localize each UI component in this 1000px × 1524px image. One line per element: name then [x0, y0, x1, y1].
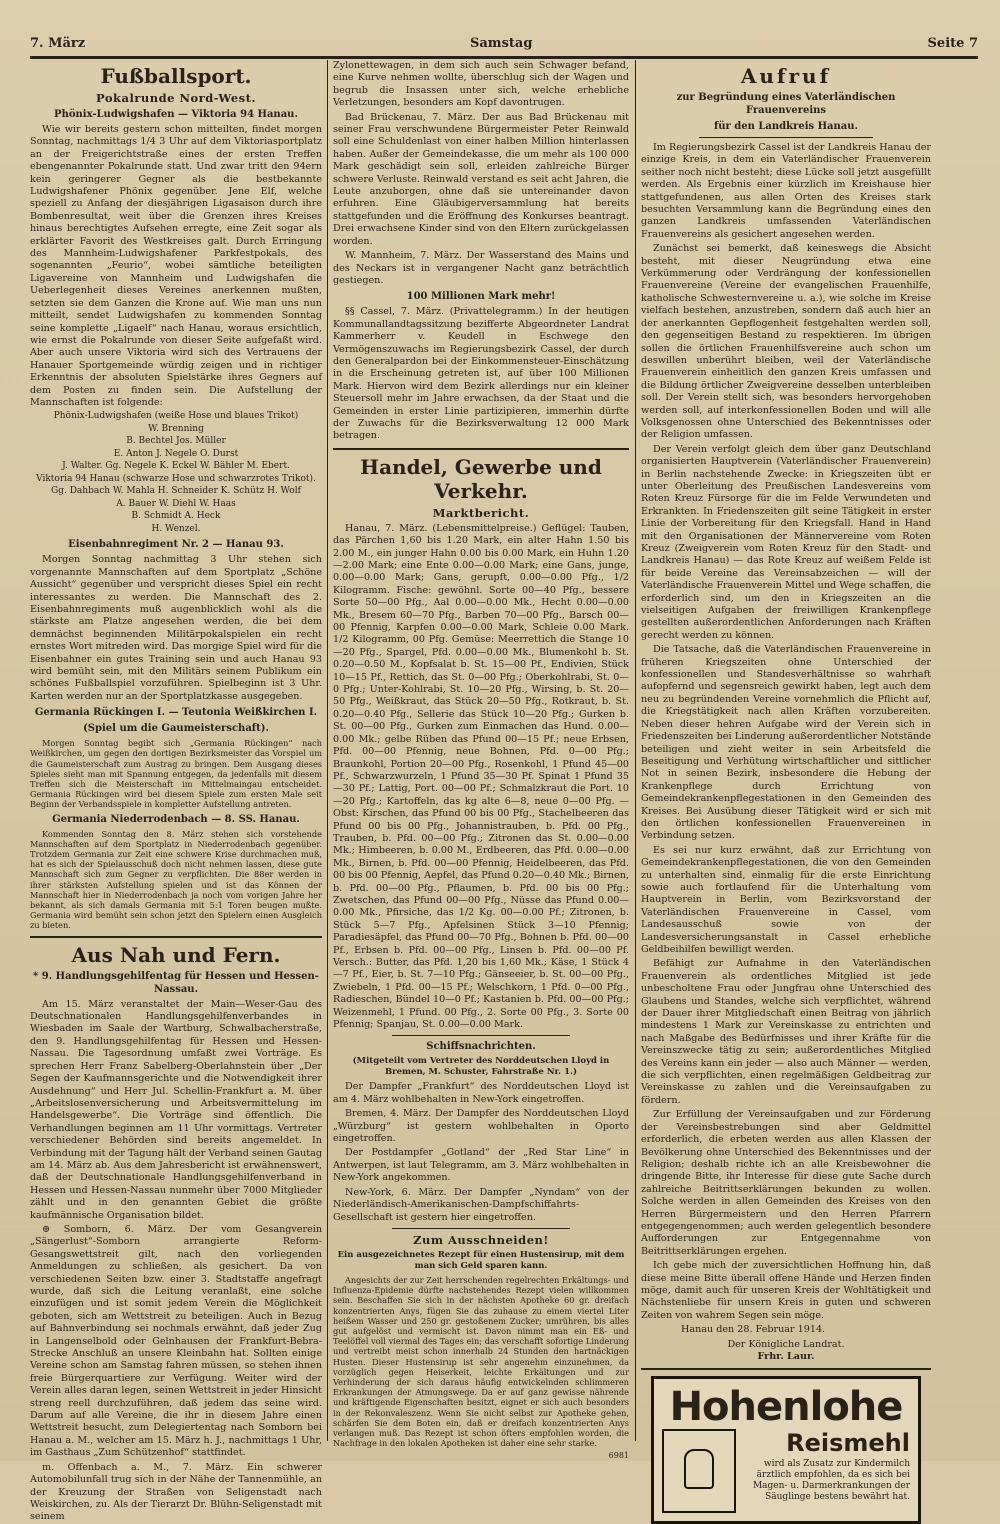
lineup-line: E. Anton J. Negele O. Durst	[113, 448, 239, 459]
article-subtitle: (Spiel um die Gaumeisterschaft).	[83, 723, 269, 735]
article-paragraph: Zunächst sei bemerkt, daß keineswegs die Absicht besteht, mit dieser Neugründung etwa eine Verkümmerung oder Verdrängung der konfessionellen Frauenvereine (Vereine der evangelischen Frauenhilfe, katholische Schwesternvereine u. a.), wie solche im Kreise vielfach bestehen, anzustreben, sondern daß auch hier an der anerkannten Gepflogenheit festgehalten werden soll, den gegenseitigen Bestand zu respektieren. Im übrigen sollen die örtlichen Frauenhilfsvereine auch schon um deswillen unberührt bleiben, weil der Vaterländische Frauenverein einheitlich den ganzen Kreis umfassen und die Bildung örtlicher Zweigvereine desselben unterbleiben soll. Der Verein stellt sich, was besonders hervorgehoben werden soll, auf interkonfessionellen Boden und will alle Volksgenossen ohne Unterschied des Bekenntnisses oder der Religion umfassen.	[641, 243, 931, 441]
article-paragraph: Bad Brückenau, 7. März. Der aus Bad Brückenau mit seiner Frau verschwundene Bürgermeister Peter Reinwald soll eine Schuldenlast von einer halben Million hinterlassen haben. Außer der Gemeindekasse, die um mehr als 100 000 Mark geschädigt sein soll, erleiden zahlreiche Bürger schwere Verluste. Reinwald verstand es seit acht Jahren, die Leute anzuborgen, ohne daß sie untereinander davon erfuhren. Eine Gläubigerversammlung hat bereits stattgefunden und die Eröffnung des Konkurses beantragt. Drei erwachsene Kinder sind von den Eltern zurückgelassen worden.	[333, 111, 629, 247]
article-paragraph: Der Postdampfer „Gotland“ der „Red Star Line“ in Antwerpen, ist laut Telegramm, am 3. März wohlbehalten in New-York angekommen.	[333, 1147, 629, 1184]
article-title: Zum Ausschneiden!	[413, 1232, 549, 1247]
article-title: Eisenbahnregiment Nr. 2 — Hanau 93.	[68, 539, 284, 551]
lineup-line: J. Walter. Gg. Negele K. Eckel W. Bähler M. Ebert.	[62, 461, 290, 472]
column-rule	[635, 60, 636, 1441]
section-title-sport: Fußballsport.	[100, 64, 252, 88]
ad-brand: Hohenlohe	[669, 1384, 903, 1431]
article-paragraph: Hanau, 7. März. (Lebensmittelpreise.) Geflügel: Tauben, das Pärchen 1,60 bis 1.20 Mark, ein alter Hahn 1.50 bis 2.00 M., ein junger Hahn 0.00 bis 0.00 Mark, ein Huhn 1.20—2.00 Mark; eine Ente 0.00—0.00 Mark; eine Gans, junge, 0.00—0.00 Mark; Gans, gerupft, 0.00—0.00 Pfg., 1/2 Kilogramm. Fische: gewöhnl. Sorte 00—40 Pfg., bessere Sorte 50—00 Pfg., Aal 0.00—0.00 Mk., Hecht 0.00—0.00 Mk., Bresem 60—70 Pfg., Barben 70—00 Pfg., Barsch 00—00 Pfennig, Karpfen 0.00—0.00 Mark, Schleie 0.00 Mark. 1/2 Kilogramm, 00 Pfg. Gemüse: Meerrettich die Stange 10—20 Pfg., Spargel, Pfd. 0.00—0.00 Mk., Blumenkohl b. St. 0.20—0.50 M., Kopfsalat b. St. 15—00 Pf., Endivien, Stück 10—15 Pf., Rettich, das St. 0—00 Pfg.; Oberkohlrabi, St. 0—0 Pfg.; Unter-Kohlrabi, St. 10—20 Pfg., Wirsing, b. St. 20—50 Pfg., Weißkraut, das Stück 20—50 Pfg., Rotkraut, b. St. 0.20—0.40 Pfg., Sellerie das Stück 10—20 Pfg.; Gurken b. St. 00—00 Pfg., Gurken zum Einmachen das Hund. 0.00—0.00 Mk.; gelbe Rüben das Pfund 00—15 Pf.; neue Erbsen, Pfd. 00—00 Pfennig, neue Bohnen, Pfd. 0—00 Pfg.; Braunkohl, Portion 20—00 Pfg., Rosenkohl, 1 Pfund 45—00 Pf., Schwarzwurzeln, 1 Pfund 35—30 Pf. Spinat 1 Pfund 35—30 Pf.; Lattig, Port. 00—00 Pf.; Schmalzkraut die Port. 10—20 Pfg.; Kartoffeln, das kg alte 6—8, neue 0—00 Pfg. — Obst: Kirschen, das Pfund 00 bis 00 Pfg., Stachelbeeren das Pfund 00 bis 00 Pfg., Johannistrauben, b. Pfd. 00 Pfg., Trauben, b. Pfd. 00—00 Pfg.; Zitronen das St. 0.00—0.00 Mk.; Himbeeren, b. 0.00 M., Erdbeeren, das Pfd. 0.00—0.00 Mk., Birnen, b. Pfd. 00—00 Pfennig, Heidelbeeren, das Pfd. 00 bis 00 Pfennig, Aepfel, das Pfund 0.20—0.40 Mk.; Birnen, b. Pfd. 00—00 Pfg., Pflaumen, b. Pfd. 00 bis 00 Pfg.; Zwetschen, das Pfund 00—00 Pfg., Nüsse das Pfund 0.00—0.00 Mk., Pfirsiche, das 1/2 Kg. 00—0.00 Pf.; Zitronen, b. Stück 5—7 Pfg., Apfelsinen Stück 3—10 Pfennig; Paradiesäpfel, das Pfund 00—70 Pfg., Bohnen b. Pfd. 00—00 Pf., Erbsen b. Pfd. 00—00 Pfg., Linsen b. Pfd. 00—00 Pf. Versch.: Butter, das Pfd. 1,20 bis 1,60 Mk.; Käse, 1 Stück 4—7 Pf., Eier, b. St. 7—10 Pfg.; Gänseeier, b. St. 00—00 Pfg., Zwiebeln, 1 Pfd. 00—15 Pf.; Welschkorn, 1 Pfd. 0—00 Pfg., Radieschen, Bündel 10—0 Pf.; Kastanien b. Pfd. 00—00 Pfg.; Weizenmehl, 1 Pfund. 00 Pfg., 2. Sorte 00 Pfg., 3. Sorte 00 Pfennig; Spanjau, St. 0.00—0.00 Mark.	[333, 522, 629, 1031]
article-paragraph: Ich gebe mich der zuversichtlichen Hoffnung hin, daß diese meine Bitte überall offene Hände und Herzen finden möge, damit auch für unseren Kreis der Wohltätigkeit und Nächstenliebe für unsern Kreis in guten und schweren Zeiten von wahrem Segen sein möge.	[641, 1260, 931, 1321]
divider	[699, 137, 873, 138]
signature-name: Frhr. Laur.	[757, 1351, 815, 1362]
reference-number: 6981	[608, 1451, 629, 1461]
article-paragraph: §§ Cassel, 7. März. (Privattelegramm.) In der heutigen Kommunallandtagssitzung bezifferte Abgeordneter Landrat Kammerherr v. Keudell in Eschwege den Vermögenszuwachs im Regierungsbezirk Cassel, der durch den Generalpardon bei der Einkommensteuer-Einschätzung in die Erscheinung getreten ist, auf über 100 Millionen Mark. Hiervon wird dem Bezirk allerdings nur ein kleiner Steuersoll mehr im Jahre erwachsen, da der Staat und die Gemeinden in erster Linie partizipieren, immerhin dürfte der Zuwachs für die Bezirksverwaltung 12 000 Mark betragen.	[333, 306, 629, 442]
article-title: Germania Niederrodenbach — 8. SS. Hanau.	[52, 813, 300, 825]
lineup-line: H. Wenzel.	[151, 523, 201, 534]
article-title: 100 Millionen Mark mehr!	[406, 291, 556, 303]
article-paragraph: Morgen Sonntag begibt sich „Germania Rückingen“ nach Weißkirchen, um gegen den dortigen Bezirksmeister das Vorspiel um die Gaumeisterschaft zum Austrag zu bringen. Dem Ausgang dieses Spieles sieht man mit Spannung entgegen, da jedenfalls mit diesem Treffen sich die Meisterschaft im Mittelmaingau entscheidet. Germania Rückingen wird bei diesem Spiele zum ersten Male seit Beginn der Verbandsspiele in kompletter Aufstellung antreten.	[30, 738, 322, 810]
article-paragraph: New-York, 6. März. Der Dampfer „Nyndam“ von der Niederländisch-Amerikanischen-Dampfschiffahrts-Gesellschaft ist gestern hier eingetroffen.	[333, 1186, 629, 1223]
page-header	[30, 30, 978, 59]
divider	[392, 1035, 570, 1036]
article-subtitle: für den Landkreis Hanau.	[713, 121, 859, 132]
article-paragraph: Kommenden Sonntag den 8. März stehen sich vorstehende Mannschaften auf dem Sportplatz in Niederrodenbach gegenüber. Trotzdem Germania zur Zeit eine schwere Krise durchmachen muß, hat es sich der Spielausschuß doch nicht nehmen lassen, diese gute Mannschaft sich zum Gegner zu verpflichten. Die 88er werden in ihrer stärksten Aufstellung spielen und ist das Können der Mannschaft hier in Niederrodenbach ja noch vom vorigen Jahre her bekannt, als sich damals Germania mit 5:1 Toren beugen mußte. Germania wird bemüht sein schon jetzt den Spielern einen Ausgleich zu bieten.	[30, 828, 322, 931]
column-left	[30, 60, 322, 1523]
column-rule	[327, 60, 328, 1441]
subheading-pokalrunde: Pokalrunde Nord-West.	[96, 91, 256, 105]
article-paragraph: Befähigt zur Aufnahme in den Vaterländischen Frauenverein als ordentliches Mitglied ist jede unbescholtene Frau oder Jungfrau ohne Unterschied des Glaubens und Standes, welche sich verpflichtet, während der Dauer ihrer Mitgliedschaft einen Beitrag von jährlich mindestens 1 Mark zur Vereinskasse zu entrichten und nach Maßgabe des Bedürfnisses und ihrer Kräfte für die Vereinszwecke tätig zu sein; außerordentliches Mitglied des Vereins kann ein jeder — also auch Männer — werden, die sich verpflichten, einen regelmäßigen Geldbeitrag zur Vereinskasse zu zahlen und die Vereinsaufgaben zu fördern.	[641, 958, 931, 1106]
article-paragraph: Der Dampfer „Frankfurt“ des Norddeutschen Lloyd ist am 4. März wohlbehalten in New-York eingetroffen.	[333, 1081, 629, 1105]
header-day: Samstag	[470, 36, 533, 51]
signature-date: Hanau den 28. Februar 1914.	[681, 1324, 826, 1336]
article-paragraph: Bremen, 4. März. Der Dampfer des Norddeutschen Lloyd „Würzburg“ ist gestern wohlbehalten in Oporto eingetroffen.	[333, 1108, 629, 1145]
divider	[333, 448, 629, 450]
baby-bottle-icon	[662, 1429, 736, 1513]
article-paragraph: W. Mannheim, 7. März. Der Wasserstand des Mains und des Neckars ist in vergangener Nacht ganz beträchtlich gestiegen.	[333, 250, 629, 286]
lineup-line: Gg. Dahbach W. Mahla H. Schneider K. Schütz H. Wolf	[51, 486, 301, 497]
divider	[392, 1228, 570, 1229]
lineup-line: B. Bechtel Jos. Müller	[126, 436, 226, 447]
section-title-aufruf: Aufruf	[740, 64, 832, 88]
lineup-heading: Phönix-Ludwigshafen (weiße Hose und blaues Trikot)	[53, 411, 299, 422]
ad-description: wird als Zusatz zur Kindermilch ärztlich empfohlen, da es sich bei Magen- u. Darmerkrankungen der Säuglinge bestens bewährt hat.	[752, 1459, 910, 1503]
article-title: Phönix-Ludwigshafen — Viktoria 94 Hanau.	[54, 109, 298, 120]
lineup-line: A. Bauer W. Diehl W. Haas	[116, 498, 236, 509]
header-date: 7. März	[30, 36, 86, 51]
article-paragraph: Wie wir bereits gestern schon mitteilten, findet morgen Sonntag, nachmittags 1/4 3 Uhr auf dem Viktoriasportplatz an der Freigerichtstraße eines der ersten Treffen ebengenannter Pokalrunde statt. Und zwar tritt den 94ern kein geringerer Gegner als die bestbekannte Ludwigshafener Phönix gegenüber. Jene Elf, welche speziell zu Anfang der diesjährigen Ligasaison durch ihre Bombenresultat, weit über die Grenzen ihres Kreises hinaus berechtigtes Aufsehen erregte, eine Zeit sogar als erklärter Favorit des Westkreises galt. Durch Erringung des Mannheim-Ludwigshafener Parkfestpokals, des sogenannten „Feurio“, wobei sämtliche beteiligten Ligavereine von Mannheim und Ludwigshafen die Ueberlegenheit dieses Vereines anerkennen mußten, setzten sie dem Ganzen die Krone auf. Wie man uns nun mitteilt, sendet Ludwigshafen zu kommenden Sonntag seine komplette „Ligaelf“ nach Hanau, woraus ersichtlich, wie ernst die Pokalrunde von dieser Seite aufgefaßt wird. Aber auch unsere Viktoria wird sich des Vertrauens der Hanauer Sportgemeinde würdig zeigen und in richtiger Erkenntnis der absoluten Spielstärke ihres Gegners auf dem Posten zu finden sein. Die Aufstellung der Mannschaften ist folgende:	[30, 124, 322, 408]
article-paragraph: Die Tatsache, daß die Vaterländischen Frauenvereine in früheren Kriegszeiten ohne Unterschied der konfessionellen und Standesverhältnisse so wahrhaft aufopfernd und segensreich gewirkt haben, legt auch dem neu zu begründenden Vereine vornehmlich die Pflicht auf, die Kriegstätigkeit nach allen Kräften vorzubereiten. Neben dieser hehren Aufgabe wird der Verein sich in Friedenszeiten bei Linderung außerordentlicher Notstände beteiligen und zieht weiter in sein Arbeitsfeld die Beseitigung und Verhütung wirtschaftlicher und sittlicher Not in seinen Bezirk, insbesondere die Hebung der Krankenpflege durch Errichtung von Gemeindekrankenpflegestationen in den Gemeinden des Kreises. Bei Ausübung dieser Tätigkeit wird er sich mit den örtlichen konfessionellen Frauenvereinen in Verbindung setzen.	[641, 644, 931, 842]
article-paragraph: Am 15. März veranstaltet der Main—Weser-Gau des Deutschnationalen Handlungsgehilfenverbandes in Wiesbaden im Saale der Wartburg, Schwalbacherstraße, den 9. Handlungsgehilfentag für Hessen und Hessen-Nassau. Die Tagesordnung umfaßt zwei Vorträge. Es sprechen Herr Franz Sabelberg-Oberlahnstein über „Der Segen der Kaufmannsgerichte und die Notwendigkeit ihrer Ausdehnung“ und Herr Jul. Schellin-Frankfurt a. M. über „Arbeitslosenversicherung und Arbeitsvermittelung im Handelsgewerbe“. Die Vorträge sind öffentlich. Die Verhandlungen beginnen am 11 Uhr vormittags. Vertreter verschiedener Behörden sind bereits angemeldet. In Verbindung mit der Tagung hält der Verband seinen Gautag am 14. März ab. Aus dem Jahresbericht ist erwähnenswert, daß der Deutschnationale Handlungsgehilfenverband in Hessen und Hessen-Nassau nunmehr über 7000 Mitglieder zählt und in den genannten Gebiet die größte kaufmännische Organisation bildet.	[30, 998, 322, 1221]
subheading-marktbericht: Marktbericht.	[432, 505, 530, 520]
column-middle	[333, 60, 629, 1461]
article-paragraph: Angesichts der zur Zeit herrschenden regelrechten Erkältungs- und Influenza-Epidemie dürfte nachstehendes Rezept vielen willkommen sein. Beschaffen Sie sich in der nächsten Apotheke 60 gr. dreifach konzentrierten Anys, fügen Sie das zuhause zu einem viertel Liter heißem Wasser und 250 gr. gestoßenem Zucker; umrühren, bis alles gut aufgelöst und vermischt ist. Davon nimmt man ein Eß- und Teelöffel voll viermal des Tages ein; das verschafft sofortige Linderung und vertreibt meist schon innerhalb 24 Stunden den hartnäckigen Husten. Dieser Hustensirup ist sehr angenehm einzunehmen, da vorzüglich gegen Heiserkeit, leichte Erkältungen und zur Verhinderung der sich daraus häufig entwickelnden schlimmeren Erkrankungen der Atmungswege. Da er auf ganz gewisse nährende und kräftigende Eigenschaften besitzt, eignet er sich auch besonders in der Rekonvaleszenz. Wenn Sie nicht selbst zur Apotheke gehen, schärfen Sie dem Boten ein, daß er dreifach konzentrierten Anys verlangen muß. Das Rezept ist schon öfters empfohlen worden, die Nachfrage in den lokalen Apotheken ist daher eine sehr starke.	[333, 1274, 629, 1449]
article-paragraph: Zylonettewagen, in dem sich auch sein Schwager befand, eine Kurve nehmen wollte, überschlug sich der Wagen und begrub die Insassen unter sich, welche erhebliche Verletzungen, besonders am Kopf davontrugen.	[333, 60, 629, 109]
lineup-line: B. Schmidt A. Heck	[131, 511, 221, 522]
article-subtitle: Ein ausgezeichnetes Rezept für einen Hustensirup, mit dem man sich Geld sparen kann.	[337, 1249, 625, 1271]
column-right	[641, 60, 931, 1503]
divider	[30, 936, 322, 938]
article-subtitle: (Mitgeteilt vom Vertreter des Norddeutschen Lloyd in Bremen, M. Schuster, Fahrstraße Nr. 1.)	[352, 1056, 610, 1078]
advertisement-hohenlohe	[651, 1376, 921, 1524]
header-page-number: Seite 7	[927, 36, 978, 51]
article-paragraph: m. Offenbach a. M., 7. März. Ein schwerer Automobilunfall trug sich in der Nähe der Tannenmühle, an der Kreuzung der Straßen von Seligenstadt nach Weiskirchen, zu. Als der Tierarzt Dr. Blühn-Seligenstadt mit seinem	[30, 1461, 322, 1523]
article-subtitle: zur Begründung eines Vaterländischen Frauenvereins	[676, 92, 896, 116]
article-title: Schiffsnachrichten.	[426, 1041, 536, 1053]
article-title: Germania Rückingen I. — Teutonia Weißkirchen I.	[34, 707, 318, 719]
ad-product: Reismehl	[786, 1429, 910, 1458]
article-paragraph: Der Verein verfolgt gleich dem über ganz Deutschland organisierten Hauptverein (Vaterländischer Frauenverein) in Berlin nachstehende Zwecke: in Kriegszeiten übt er unter Oberleitung des Preußischen Landesvereins vom Roten Kreuz Fürsorge für die im Felde Verwundeten und Erkrankten. In Friedenszeiten gilt seine Tätigkeit in erster Linie der Vorbereitung für den Kriegsfall. Hand in Hand mit den Organisationen der Männervereine vom Roten Kreuz (Zweigverein vom Roten Kreuz für den Stadt- und Landkreis Hanau) — das Rote Kreuz auf weißem Felde ist für beide Vereine das Vereinsabzeichen — will der Vaterländische Frauenverein Mittel und Wege schaffen, die erforderlich sind, um den in Kriegszeiten an die vielseitigen Aufgaben der freiwilligen Krankenpflege gestellten außerordentlichen Anforderungen nach Kräften gerecht werden zu können.	[641, 443, 931, 641]
divider	[641, 1368, 931, 1370]
article-paragraph: Morgen Sonntag nachmittag 3 Uhr stehen sich vorgenannte Mannschaften auf dem Sportplatz „Schöne Aussicht“ gegenüber und verspricht dieses Spiel ein recht interessantes zu werden. Die Mannschaft des 2. Eisenbahnregiments muß augenblicklich wohl als die stärkste am Platze angesehen werden, die bei dem demnächst beginnenden Militärpokalspielen ein recht ernstes Wort mitreden wird. Das morgige Spiel wird für die Eisenbahner ein gutes Training sein und auch Hanau 93 wird bemüht sein, mit den Militärs seinem Publikum ein schönes Fußballspiel vorzuführen. Spielbeginn ist 3 Uhr. Karten werden nur an der Sportplatzkasse ausgegeben.	[30, 554, 322, 702]
lineup-line: W. Brenning	[148, 423, 204, 434]
article-title: * 9. Handlungsgehilfentag für Hessen und Hessen-Nassau.	[33, 970, 319, 995]
signature-office: Der Königliche Landrat.	[727, 1338, 845, 1350]
article-paragraph: ⊕ Somborn, 6. März. Der vom Gesangverein „Sängerlust“-Somborn arrangierte Reform-Gesangswettstreit gilt, nach den vorliegenden Anmeldungen zu schließen, als gesichert. Da von verschiedenen Seiten bzw. einer 3. Stadtstaffe angefragt wurde, daß sich die Leitung veranlaßt, eine solche einzufügen und ist somit jedem Verein die Möglichkeit geboten, sich am Wettstreit zu beteiligen. Auch in Bezug auf Bahnverbindung sei nochmals erwähnt, daß jeder Zug in Langenselbold oder Gelnhausen der Frankfurt-Bebra-Strecke Anschluß an unsere Kleinbahn hat. Sollten einige Vereine schon am Samstag fahren müssen, so stehen ihnen freie Bürgerquartiere zur Verfügung. Weiter wird der Verein alles daran legen, seinen Wettstreit in jeder Hinsicht streng reell durchzuführen, daß jedem das seine wird. Darum auf alle Vereine, die ihr in diesem Jahre einen Wettstreit besucht, zum Delegiertentag nach Somborn bei Hanau a. M., welcher am 15. März h. J., nachmittags 1 Uhr, im Gasthaus „Zum Schützenhof“ stattfindet.	[30, 1223, 322, 1459]
article-paragraph: Es sei nur kurz erwähnt, daß zur Errichtung von Gemeindekrankenpflegestationen, die von den Gemeinden zu unterhalten sind, einmalig für die erste Einrichtung sowie auch fortlaufend für die Unterhaltung vom Hauptverein in Berlin, vom Bezirksvorstand der Vaterländischen Frauenvereine in Cassel, vom Landesausschuß sowie von der Landesversicherungsanstalt in Cassel erhebliche Geldbeihilfen bewilligt werden.	[641, 844, 931, 955]
article-paragraph: Zur Erfüllung der Vereinsaufgaben und zur Förderung der Vereinsbestrebungen sind aber Geldmittel erforderlich, die erbeten werden aus allen Klassen der Bevölkerung ohne Unterschied des Bekenntnisses und der Religion; deshalb richte ich an alle Kreisbewohner die dringende Bitte, ihr Interesse für diese gute Sache durch zahlreiche Beitrittserklärungen bekunden zu wollen. Solche werden in allen Gemeinden des Kreises von den Herren Bürgermeistern und den Herren Pfarrern entgegengenommen; auch werden gelegentlich besondere Aufforderungen zur Entgegennahme von Beitrittserklärungen ergehen.	[641, 1109, 931, 1257]
section-title-handel: Handel, Gewerbe und Verkehr.	[360, 454, 602, 503]
section-title-nah-fern: Aus Nah und Fern.	[71, 942, 281, 967]
article-paragraph: Im Regierungsbezirk Cassel ist der Landkreis Hanau der einzige Kreis, in dem ein Vaterländischer Frauenverein seither noch nicht besteht; diese Lücke soll jetzt ausgefüllt werden. Als Ergebnis einer kürzlich im Kreishause hier stattgefundenen, aus allen Orten des Kreises stark besuchten Versammlung kann die Begründung eines den ganzen Landkreis umfassenden Vaterländischen Frauenvereins als gesichert angesehen werden.	[641, 142, 931, 240]
lineup-heading: Viktoria 94 Hanau (schwarze Hose und schwarzrotes Trikot).	[36, 473, 316, 484]
